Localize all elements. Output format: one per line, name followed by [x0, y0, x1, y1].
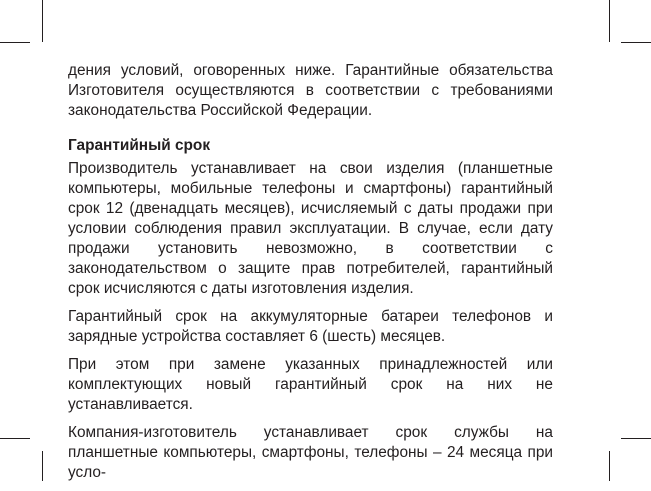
crop-mark-bottom-left-horizontal [0, 438, 30, 439]
crop-mark-bottom-right-horizontal [621, 438, 651, 439]
paragraph-battery-warranty: Гарантийный срок на аккумуляторные батареи телефонов и зарядные устройства составляет 6 (шесть) месяцев. [68, 308, 553, 345]
document-body [68, 61, 553, 491]
intro-paragraph: дения условий, оговоренных ниже. Гарантийные обязательства Изготовителя осуществляются в соответствии с требованиями законодательства Российской Федерации. [68, 62, 553, 119]
paragraph-service-life: Компания-изготовитель устанавливает срок службы на планшетные компьютеры, смартфоны, телефоны – 24 месяца при усло- [68, 424, 553, 481]
crop-mark-bottom-right-vertical [609, 451, 610, 481]
crop-mark-top-right-horizontal [621, 42, 651, 43]
crop-mark-top-left-horizontal [0, 42, 30, 43]
crop-mark-top-left-vertical [42, 0, 43, 42]
crop-mark-top-right-vertical [609, 0, 610, 42]
paragraph-warranty-period: Производитель устанавливает на свои изделия (планшетные компьютеры, мобильные телефоны и смартфоны) гарантийный срок 12 (двенадцать месяцев), исчисляемый с даты продажи при условии соблюдения правил эксплуатации. В случае, если дату продажи установить невозможно, в соответствии с законодательством о защите прав потребителей, гарантийный срок исчисляются с даты изготовления изделия. [68, 160, 553, 297]
crop-mark-bottom-left-vertical [42, 451, 43, 481]
section-heading: Гарантийный срок [68, 137, 211, 154]
paragraph-replacement-parts: При этом при замене указанных принадлежностей или комплектующих новый гарантийный срок на них не устанавливается. [68, 356, 553, 413]
